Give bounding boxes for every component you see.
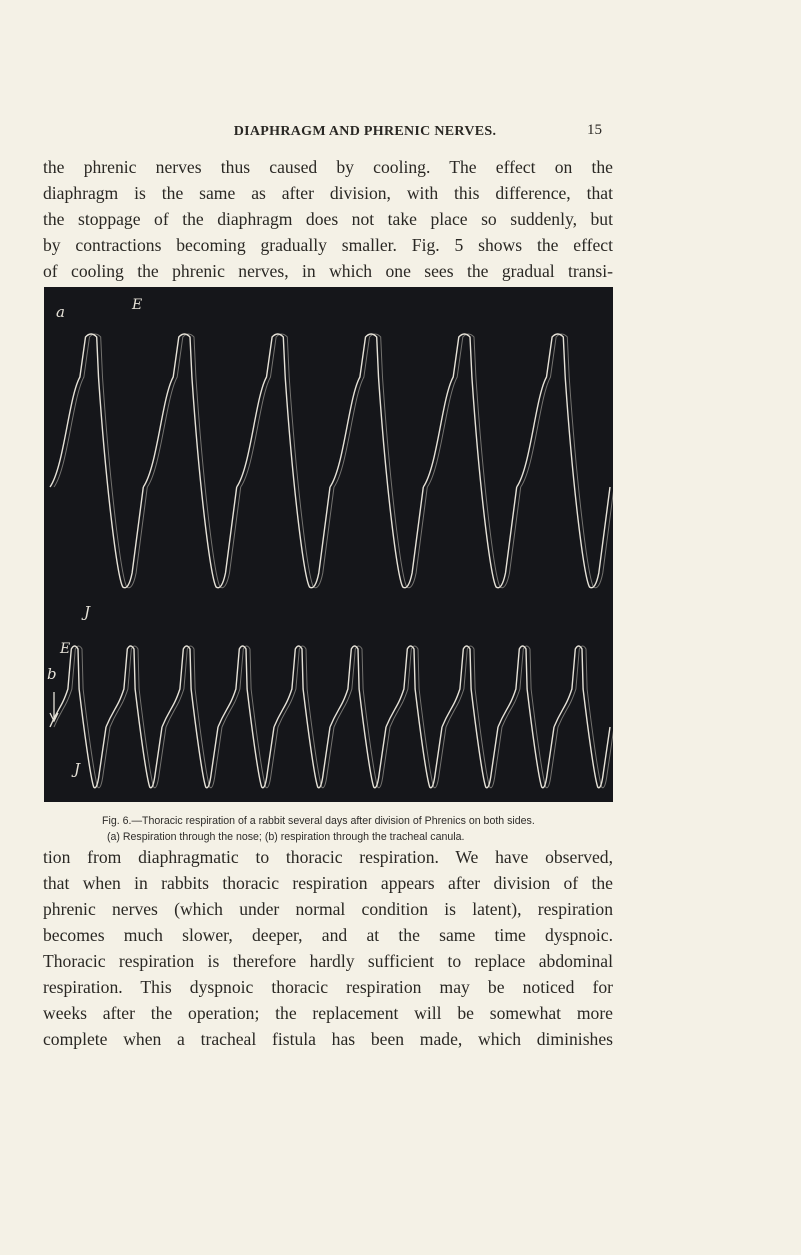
text-line: respiration. This dyspnoic thoracic respiration may be noticed for — [43, 977, 613, 997]
text-line: phrenic nerves (which under normal condition is latent), respiration — [43, 899, 613, 919]
figure-caption: Fig. 6.—Thoracic respiration of a rabbit several days after division of Phrenics on both sides. — [102, 815, 535, 827]
trace-a-cycle-shadow — [241, 334, 334, 588]
bottom-paragraph — [43, 844, 613, 1052]
running-title: DIAPHRAGM AND PHRENIC NERVES. — [233, 124, 497, 139]
respiration-tracing-figure — [44, 287, 613, 802]
text-line: Thoracic respiration is therefore hardly sufficient to replace abdominal — [43, 951, 613, 971]
trace-a-expiration-mark: E — [132, 297, 143, 313]
trace-b-inspiration-mark: J — [74, 760, 81, 778]
text-line: complete when a tracheal fistula has been made, which diminishes — [43, 1029, 613, 1049]
trace-b-expiration-mark: E — [60, 641, 71, 657]
text-line: diaphragm is the same as after division, with this difference, that — [43, 183, 613, 203]
text-line: tion from diaphragmatic to thoracic respiration. We have observed, — [43, 847, 613, 867]
text-line: weeks after the operation; the replacement will be somewhat more — [43, 1003, 613, 1023]
trace-a-cycle-shadow — [147, 334, 240, 588]
page-number: 15 — [587, 122, 602, 138]
top-paragraph — [43, 154, 613, 284]
trace-b — [50, 646, 613, 788]
text-line: that when in rabbits thoracic respiration appears after division of the — [43, 873, 613, 893]
figure-caption-legend: (a) Respiration through the nose; (b) respiration through the tracheal canula. — [107, 831, 465, 843]
arrow-down-icon — [50, 692, 58, 721]
trace-a-cycle-shadow — [334, 334, 427, 588]
running-head — [0, 124, 801, 144]
trace-a-label: a — [56, 303, 65, 321]
trace-a-cycle-shadow — [521, 334, 613, 588]
trace-a-cycle-shadow — [427, 334, 520, 588]
trace-a — [50, 334, 613, 588]
text-line: the stoppage of the diaphragm does not take place so suddenly, but — [43, 209, 613, 229]
text-line: of cooling the phrenic nerves, in which one sees the gradual transi- — [43, 261, 613, 281]
trace-a-inspiration-mark: J — [84, 603, 91, 621]
text-line: by contractions becoming gradually smaller. Fig. 5 shows the effect — [43, 235, 613, 255]
text-line: becomes much slower, deeper, and at the same time dyspnoic. — [43, 925, 613, 945]
trace-a-cycle-shadow — [54, 334, 147, 588]
trace-b-label: b — [47, 665, 57, 683]
tracing-plot — [44, 287, 613, 802]
text-line: the phrenic nerves thus caused by cooling. The effect on the — [43, 157, 613, 177]
